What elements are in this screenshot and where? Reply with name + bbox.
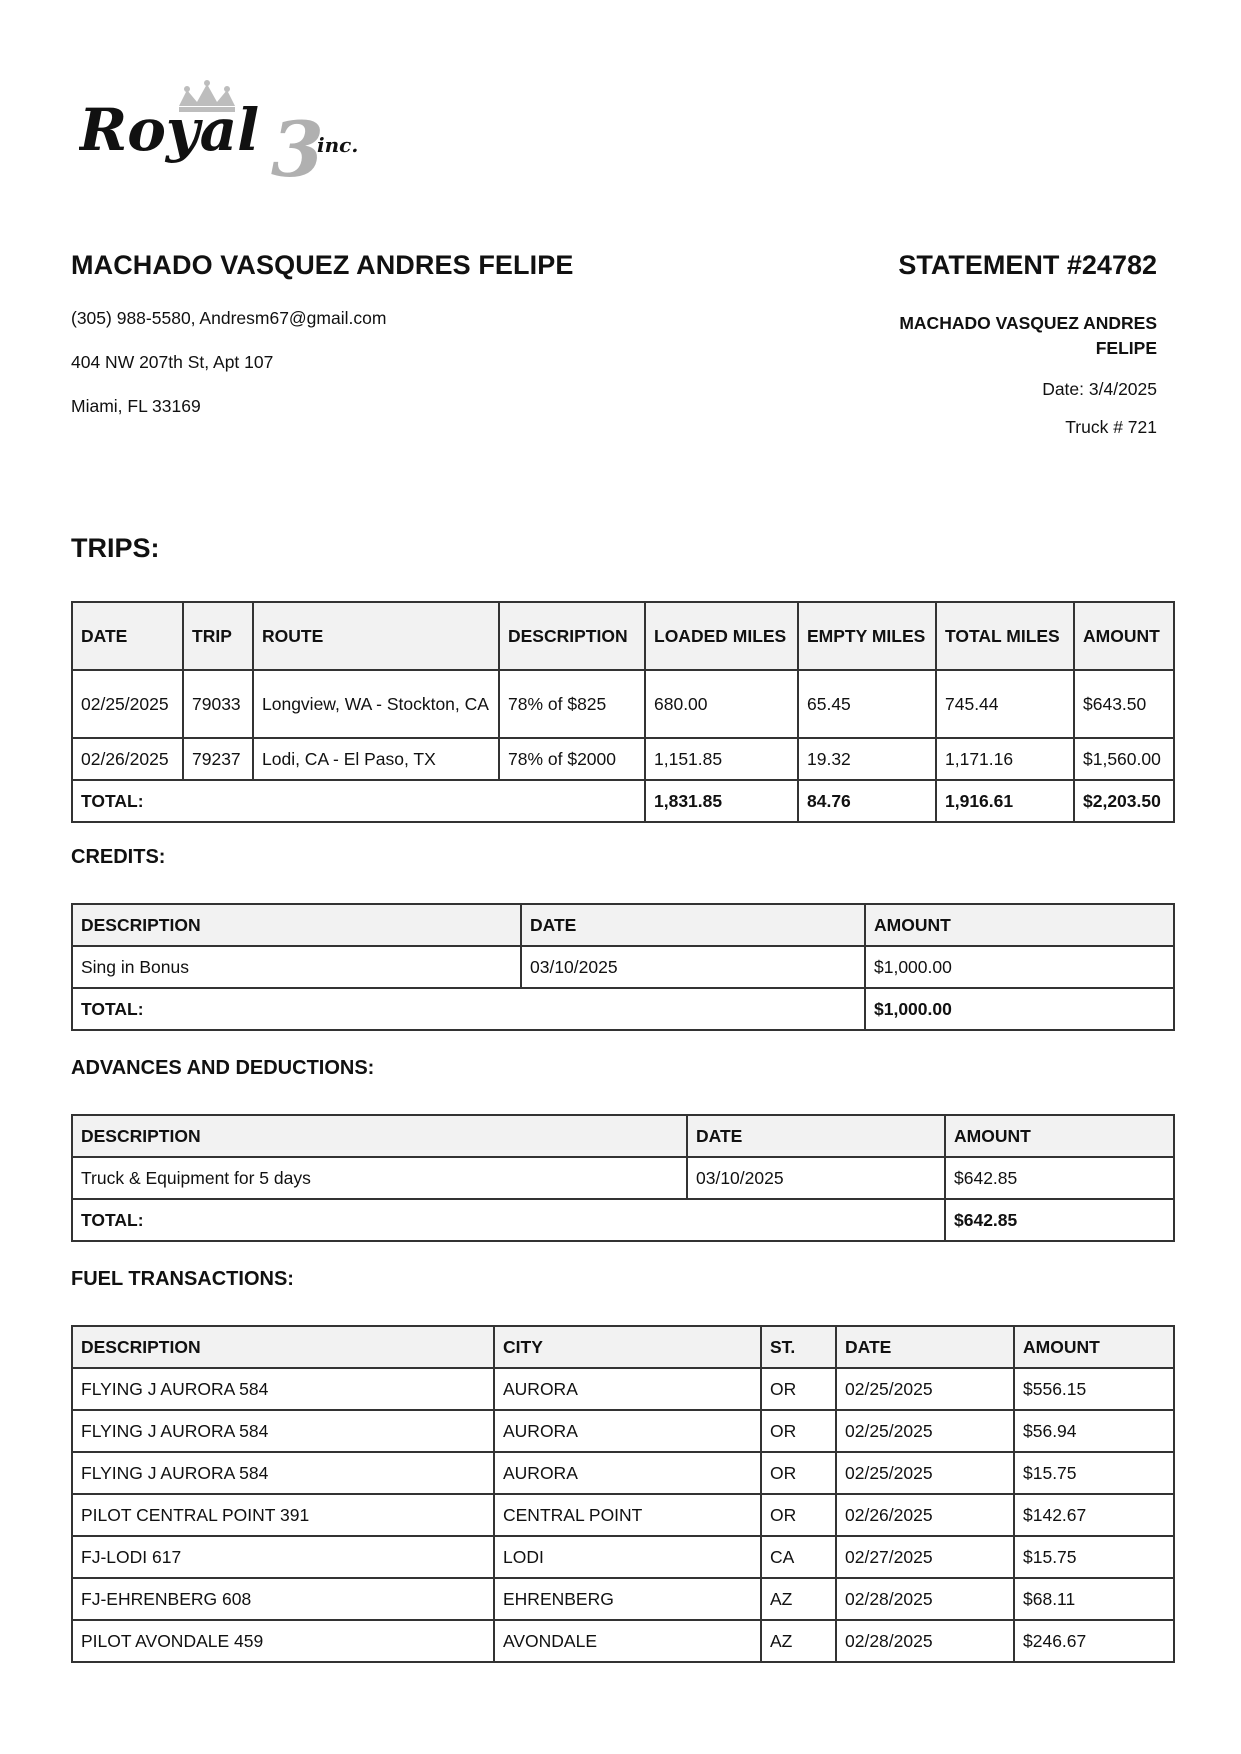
total-label: TOTAL: <box>72 780 645 822</box>
fuel-date: 02/25/2025 <box>836 1410 1014 1452</box>
fuel-state: AZ <box>761 1578 836 1620</box>
credits-table <box>71 903 1175 1031</box>
table-row <box>72 670 1174 738</box>
total-label: TOTAL: <box>72 988 865 1030</box>
company-logo <box>79 78 389 188</box>
fuel-date: 02/28/2025 <box>836 1578 1014 1620</box>
fuel-date: 02/25/2025 <box>836 1452 1014 1494</box>
fuel-date: 02/27/2025 <box>836 1536 1014 1578</box>
total-amount: $1,000.00 <box>865 988 1174 1030</box>
phone-email: (305) 988-5580, Andresm67@gmail.com <box>71 308 387 328</box>
logo-number: 3 <box>271 105 324 188</box>
trip-amount: $643.50 <box>1074 670 1174 738</box>
column-header: DATE <box>521 904 865 946</box>
statement-driver-name: MACHADO VASQUEZ ANDRES FELIPE <box>899 313 1157 358</box>
trips-table <box>71 601 1175 823</box>
credit-description: Sing in Bonus <box>72 946 521 988</box>
column-header: ST. <box>761 1326 836 1368</box>
empty-miles: 65.45 <box>798 670 936 738</box>
credits-total-row <box>72 988 1174 1030</box>
fuel-state: AZ <box>761 1620 836 1662</box>
fuel-amount: $15.75 <box>1014 1452 1174 1494</box>
fuel-date: 02/26/2025 <box>836 1494 1014 1536</box>
table-row <box>72 1536 1174 1578</box>
address-line2: Miami, FL 33169 <box>71 396 201 416</box>
advances-title: ADVANCES AND DEDUCTIONS: <box>71 1057 375 1079</box>
trip-route: Longview, WA - Stockton, CA <box>253 670 499 738</box>
column-header: TRIP <box>183 602 253 670</box>
fuel-description: FJ-EHRENBERG 608 <box>72 1578 494 1620</box>
fuel-city: AURORA <box>494 1368 761 1410</box>
total-label: TOTAL: <box>72 1199 945 1241</box>
column-header: AMOUNT <box>865 904 1174 946</box>
total-amount: $642.85 <box>945 1199 1174 1241</box>
total-miles: 745.44 <box>936 670 1074 738</box>
table-row <box>72 946 1174 988</box>
table-row <box>72 1410 1174 1452</box>
column-header: DESCRIPTION <box>72 904 521 946</box>
fuel-state: OR <box>761 1410 836 1452</box>
fuel-date: 02/28/2025 <box>836 1620 1014 1662</box>
fuel-date: 02/25/2025 <box>836 1368 1014 1410</box>
advance-description: Truck & Equipment for 5 days <box>72 1157 687 1199</box>
statement-header <box>71 250 1173 437</box>
truck-number: Truck # 721 <box>1065 417 1157 437</box>
fuel-state: CA <box>761 1536 836 1578</box>
fuel-amount: $556.15 <box>1014 1368 1174 1410</box>
trips-total-row <box>72 780 1174 822</box>
total-empty-miles: 84.76 <box>798 780 936 822</box>
trip-date: 02/26/2025 <box>72 738 183 780</box>
fuel-city: CENTRAL POINT <box>494 1494 761 1536</box>
total-loaded-miles: 1,831.85 <box>645 780 798 822</box>
total-total-miles: 1,916.61 <box>936 780 1074 822</box>
fuel-table <box>71 1325 1175 1663</box>
fuel-state: OR <box>761 1452 836 1494</box>
column-header: AMOUNT <box>945 1115 1174 1157</box>
fuel-description: FJ-LODI 617 <box>72 1536 494 1578</box>
logo-suffix: inc. <box>317 133 359 157</box>
fuel-amount: $68.11 <box>1014 1578 1174 1620</box>
total-amount: $2,203.50 <box>1074 780 1174 822</box>
column-header: DATE <box>836 1326 1014 1368</box>
fuel-amount: $142.67 <box>1014 1494 1174 1536</box>
table-row <box>72 738 1174 780</box>
table-row <box>72 1620 1174 1662</box>
fuel-city: AVONDALE <box>494 1620 761 1662</box>
table-row <box>72 1157 1174 1199</box>
fuel-description: FLYING J AURORA 584 <box>72 1368 494 1410</box>
statement-number: STATEMENT #24782 <box>898 250 1157 280</box>
column-header: CITY <box>494 1326 761 1368</box>
column-header: LOADED MILES <box>645 602 798 670</box>
fuel-title: FUEL TRANSACTIONS: <box>71 1268 294 1290</box>
column-header: AMOUNT <box>1074 602 1174 670</box>
column-header: DATE <box>687 1115 945 1157</box>
trip-route: Lodi, CA - El Paso, TX <box>253 738 499 780</box>
fuel-description: FLYING J AURORA 584 <box>72 1452 494 1494</box>
advance-amount: $642.85 <box>945 1157 1174 1199</box>
driver-contact <box>71 310 386 442</box>
credit-date: 03/10/2025 <box>521 946 865 988</box>
trip-amount: $1,560.00 <box>1074 738 1174 780</box>
advances-table <box>71 1114 1175 1242</box>
fuel-state: OR <box>761 1494 836 1536</box>
loaded-miles: 680.00 <box>645 670 798 738</box>
fuel-header-row <box>72 1326 1174 1368</box>
fuel-state: OR <box>761 1368 836 1410</box>
fuel-city: AURORA <box>494 1452 761 1494</box>
column-header: ROUTE <box>253 602 499 670</box>
driver-name: MACHADO VASQUEZ ANDRES FELIPE <box>71 250 574 280</box>
fuel-city: AURORA <box>494 1410 761 1452</box>
fuel-description: FLYING J AURORA 584 <box>72 1410 494 1452</box>
fuel-amount: $15.75 <box>1014 1536 1174 1578</box>
column-header: DESCRIPTION <box>499 602 645 670</box>
advances-total-row <box>72 1199 1174 1241</box>
empty-miles: 19.32 <box>798 738 936 780</box>
address-line1: 404 NW 207th St, Apt 107 <box>71 352 274 372</box>
column-header: DESCRIPTION <box>72 1115 687 1157</box>
fuel-amount: $56.94 <box>1014 1410 1174 1452</box>
logo-word: Royal <box>79 96 260 164</box>
fuel-city: LODI <box>494 1536 761 1578</box>
total-miles: 1,171.16 <box>936 738 1074 780</box>
trips-title: TRIPS: <box>71 533 160 563</box>
loaded-miles: 1,151.85 <box>645 738 798 780</box>
column-header: AMOUNT <box>1014 1326 1174 1368</box>
advances-header-row <box>72 1115 1174 1157</box>
credits-header-row <box>72 904 1174 946</box>
trip-description: 78% of $2000 <box>499 738 645 780</box>
table-row <box>72 1494 1174 1536</box>
column-header: TOTAL MILES <box>936 602 1074 670</box>
credit-amount: $1,000.00 <box>865 946 1174 988</box>
trip-date: 02/25/2025 <box>72 670 183 738</box>
fuel-amount: $246.67 <box>1014 1620 1174 1662</box>
trip-number: 79237 <box>183 738 253 780</box>
credits-title: CREDITS: <box>71 846 166 868</box>
column-header: DESCRIPTION <box>72 1326 494 1368</box>
fuel-city: EHRENBERG <box>494 1578 761 1620</box>
column-header: DATE <box>72 602 183 670</box>
table-row <box>72 1452 1174 1494</box>
statement-info <box>837 311 1157 437</box>
advance-date: 03/10/2025 <box>687 1157 945 1199</box>
column-header: EMPTY MILES <box>798 602 936 670</box>
statement-date: Date: 3/4/2025 <box>1042 379 1157 399</box>
table-row <box>72 1368 1174 1410</box>
trip-number: 79033 <box>183 670 253 738</box>
fuel-description: PILOT AVONDALE 459 <box>72 1620 494 1662</box>
trip-description: 78% of $825 <box>499 670 645 738</box>
trips-header-row <box>72 602 1174 670</box>
table-row <box>72 1578 1174 1620</box>
fuel-description: PILOT CENTRAL POINT 391 <box>72 1494 494 1536</box>
